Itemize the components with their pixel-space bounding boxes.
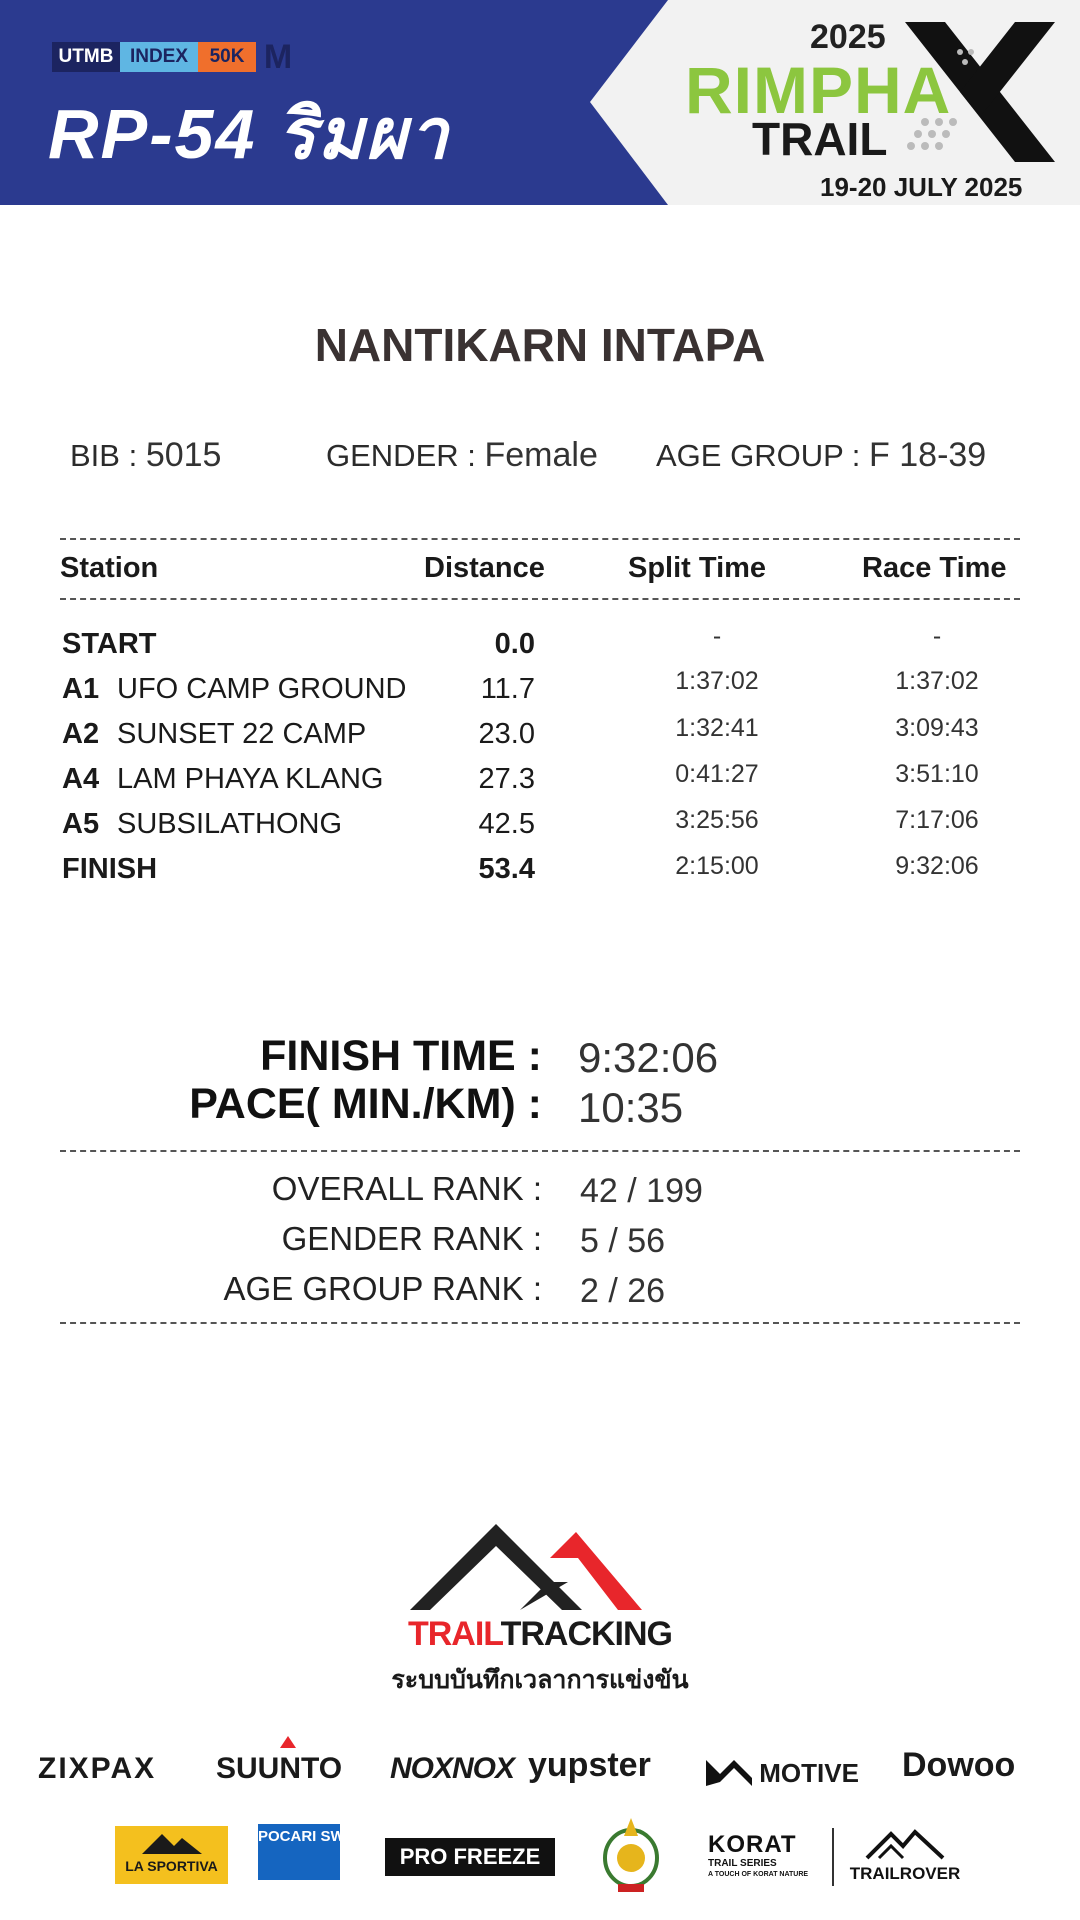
gender-value: Female bbox=[484, 436, 598, 474]
station-code: A1 bbox=[62, 673, 100, 705]
sponsor-korat-trail-series bbox=[708, 1832, 814, 1888]
sponsor-la-sportiva bbox=[115, 1826, 228, 1884]
station-code: START bbox=[62, 628, 157, 660]
station-code: A5 bbox=[62, 808, 100, 840]
korat-series-label: TRAIL SERIES bbox=[708, 1858, 777, 1869]
station-distance: 53.4 bbox=[478, 853, 535, 885]
split-time: 2:15:00 bbox=[675, 852, 759, 880]
age-group-value: F 18-39 bbox=[869, 436, 987, 474]
gender-label: GENDER : bbox=[326, 438, 476, 473]
sponsor-motive bbox=[706, 1756, 859, 1789]
header-race: Race Time bbox=[862, 552, 1007, 584]
table-row bbox=[0, 760, 1080, 808]
runner-name: NANTIKARN INTAPA bbox=[314, 319, 766, 371]
split-time: 1:32:41 bbox=[675, 714, 759, 742]
index-badge: INDEX bbox=[120, 42, 198, 72]
gender-info bbox=[326, 436, 598, 475]
station-name: SUBSILATHONG bbox=[117, 808, 343, 840]
sponsor-divider bbox=[832, 1828, 834, 1886]
station-distance: 27.3 bbox=[478, 763, 535, 795]
station-distance: 11.7 bbox=[480, 673, 535, 705]
age-group-info bbox=[656, 436, 986, 475]
sponsor-noxnox: NOXNOX bbox=[390, 1752, 515, 1785]
utmb-badge: UTMB bbox=[52, 42, 120, 72]
split-time: - bbox=[712, 622, 722, 650]
race-time: - bbox=[932, 622, 942, 650]
station-distance: 0.0 bbox=[494, 628, 535, 660]
overall-rank-label: OVERALL RANK : bbox=[271, 1170, 542, 1207]
sponsor-pro-freeze: PRO FREEZE bbox=[385, 1838, 555, 1876]
header-station: Station bbox=[60, 552, 159, 584]
la-sportiva-mountain-icon bbox=[142, 1832, 202, 1854]
race-code: RP-54 ริมผา bbox=[48, 95, 450, 173]
race-time: 3:51:10 bbox=[895, 760, 979, 788]
pace-value: 10:35 bbox=[578, 1084, 684, 1131]
split-time: 1:37:02 bbox=[675, 667, 759, 695]
event-year: 2025 bbox=[810, 18, 886, 56]
korat-tagline: A TOUCH OF KORAT NATURE bbox=[708, 1871, 809, 1878]
table-row bbox=[0, 714, 1080, 763]
gender-rank-value: 5 / 56 bbox=[580, 1222, 666, 1260]
bib-label: BIB : bbox=[70, 438, 138, 473]
divider bbox=[60, 538, 1020, 540]
trailrover-mountain-icon bbox=[865, 1826, 945, 1860]
bib-value: 5015 bbox=[145, 436, 222, 474]
m-badge: M bbox=[263, 38, 293, 76]
sponsor-suunto-label: SUUNTO bbox=[216, 1752, 343, 1785]
divider bbox=[60, 1150, 1020, 1152]
station-name: UFO CAMP GROUND bbox=[117, 673, 407, 705]
station-code: A2 bbox=[62, 718, 100, 750]
split-time: 0:41:27 bbox=[675, 760, 759, 788]
brand-black: TRACKING bbox=[500, 1615, 672, 1653]
race-time: 1:37:02 bbox=[895, 667, 979, 695]
pace-label: PACE( MIN./KM) : bbox=[189, 1080, 542, 1128]
sponsor-la-sportiva-label: LA SPORTIVA bbox=[125, 1858, 218, 1874]
race-time: 9:32:06 bbox=[895, 852, 979, 880]
age-group-rank-label: AGE GROUP RANK : bbox=[223, 1270, 542, 1307]
divider bbox=[60, 1322, 1020, 1324]
sponsor-pocari-sweat: POCARI SWEAT bbox=[258, 1824, 340, 1880]
race-time: 7:17:06 bbox=[895, 806, 979, 834]
sponsor-trailrover bbox=[848, 1826, 962, 1886]
station-code: FINISH bbox=[62, 853, 158, 885]
header-split: Split Time bbox=[628, 552, 767, 584]
korat-label: KORAT bbox=[708, 1831, 797, 1858]
sponsor-yupster: yupster bbox=[528, 1746, 651, 1784]
event-dates: 19-20 JULY 2025 bbox=[820, 172, 1023, 202]
sponsor-trailrover-label: TRAILROVER bbox=[849, 1864, 961, 1883]
event-sub: TRAIL bbox=[752, 113, 888, 165]
sponsor-zixpax: ZIXPAX bbox=[38, 1752, 157, 1785]
station-name: SUNSET 22 CAMP bbox=[117, 718, 367, 750]
split-time: 3:25:56 bbox=[675, 806, 759, 834]
age-group-label: AGE GROUP : bbox=[656, 438, 861, 473]
sponsor-dowoo: Dowoo bbox=[902, 1746, 1016, 1784]
station-distance: 42.5 bbox=[478, 808, 535, 840]
gender-rank-label: GENDER RANK : bbox=[281, 1220, 542, 1257]
brand-red: TRAIL bbox=[407, 1615, 501, 1653]
race-time: 3:09:43 bbox=[895, 714, 979, 742]
table-row bbox=[0, 853, 1080, 898]
station-code: A4 bbox=[62, 763, 100, 795]
motive-m-icon bbox=[706, 1756, 752, 1786]
distance-badge: 50K bbox=[198, 42, 256, 72]
sponsor-suunto bbox=[216, 1752, 342, 1786]
suunto-triangle-icon bbox=[280, 1736, 296, 1748]
divider bbox=[60, 598, 1020, 600]
header-distance: Distance bbox=[424, 552, 545, 584]
station-distance: 23.0 bbox=[478, 718, 535, 750]
finish-time-value: 9:32:06 bbox=[578, 1034, 719, 1081]
bib-info bbox=[70, 436, 221, 475]
table-row bbox=[0, 808, 1080, 853]
overall-rank-value: 42 / 199 bbox=[580, 1172, 703, 1210]
age-group-rank-value: 2 / 26 bbox=[580, 1272, 666, 1310]
table-row bbox=[0, 667, 1080, 718]
event-name: RIMPHA bbox=[685, 53, 952, 127]
trailtracking-wordmark bbox=[0, 1615, 1080, 1654]
finish-time-label: FINISH TIME : bbox=[260, 1032, 542, 1080]
station-name: LAM PHAYA KLANG bbox=[117, 763, 384, 795]
thai-seal-emblem-icon bbox=[600, 1818, 662, 1894]
sponsor-motive-label: MOTIVE bbox=[759, 1758, 859, 1788]
trailtracking-tagline: ระบบบันทึกเวลาการแข่งขัน bbox=[391, 1665, 689, 1694]
